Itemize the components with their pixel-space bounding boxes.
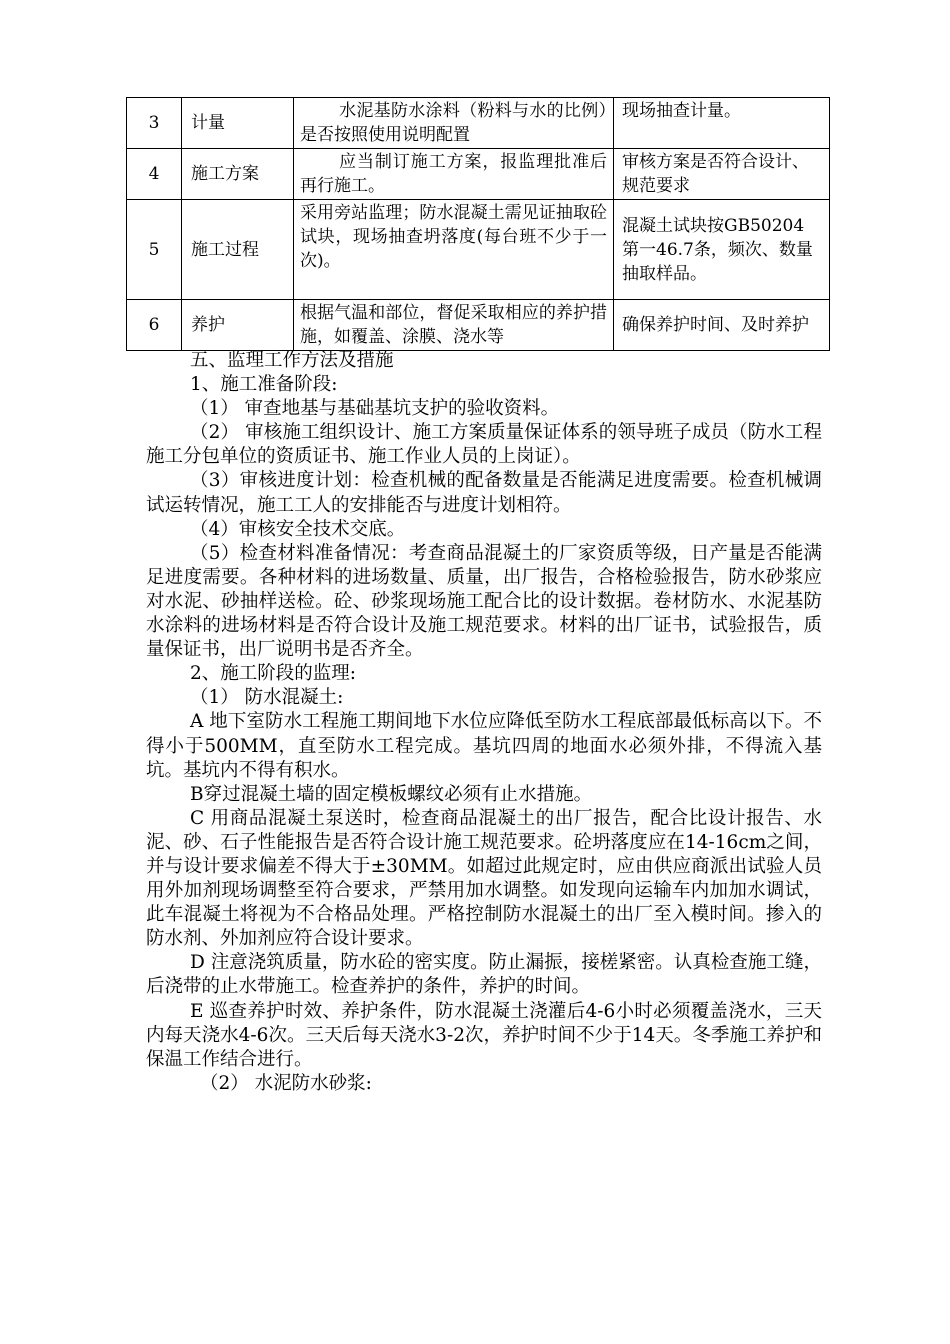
row-inspection: 审核方案是否符合设计、规范要求 [614,149,830,200]
stage1-heading: 1、施工准备阶段: [190,374,338,396]
paragraph: D 注意浇筑质量，防水砼的密实度。防止漏振，接槎紧密。认真检查施工缝，后浇带的止水带施工。检查养护的条件，养护的时间。 [146,952,822,998]
row-number: 4 [127,149,182,200]
row-number: 3 [127,98,182,149]
row-inspection: 确保养护时间、及时养护 [614,300,830,351]
paragraph: （5）检查材料准备情况：考查商品混凝土的厂家资质等级，日产量是否能满足进度需要。各种材料的进场数量、质量，出厂报告，合格检验报告，防水砂浆应对水泥、砂抽样送检。砼、砂浆现场施工配合比的设计数据。卷材防水、水泥基防水涂料的进场材料是否符合设计及施工规范要求。材料的出厂证书，试验报告，质量保证书，出厂说明书是否齐全。 [146,542,822,661]
row-item: 施工过程 [182,200,294,300]
table-row [127,149,830,200]
row-item: 养护 [182,300,294,351]
paragraph: E 巡查养护时效、养护条件，防水混凝土浇灌后4-6小时必须覆盖浇水，三天内每天浇水4-6次。三天后每天浇水3-2次，养护时间不少于14天。冬季施工养护和保温工作结合进行。 [146,1000,822,1070]
document-body [146,349,822,1096]
row-item: 施工方案 [182,149,294,200]
table-row [127,300,830,351]
paragraph: （3）审核进度计划：检查机械的配备数量是否能满足进度需要。检查机械调试运转情况，施工工人的安排能否与进度计划相符。 [146,470,822,516]
row-number: 5 [127,200,182,300]
row-inspection: 混凝土试块按GB50204第一46.7条，频次、数量抽取样品。 [614,200,830,300]
paragraph: （4）审核安全技术交底。 [190,518,406,540]
subsection-heading: （1） 防水混凝土: [190,687,344,709]
subsection-heading: （2） 水泥防水砂浆: [200,1072,372,1094]
paragraph: B穿过混凝土墙的固定模板螺纹必须有止水措施。 [190,783,593,805]
row-item: 计量 [182,98,294,149]
row-requirement: 水泥基防水涂料（粉料与水的比例）是否按照使用说明配置 [294,98,614,149]
supervision-table [126,97,830,351]
paragraph: （1） 审查地基与基础基坑支护的验收资料。 [190,398,560,420]
row-requirement: 应当制订施工方案，报监理批准后再行施工。 [294,149,614,200]
paragraph: C 用商品混凝土泵送时，检查商品混凝土的出厂报告，配合比设计报告、水泥、砂、石子性能报告是否符合设计施工规范要求。砼坍落度应在14-16cm之间，并与设计要求偏差不得大于±30MM。如超过此规定时，应由供应商派出试验人员用外加剂现场调整至符合要求，严禁用加水调整。如发现向运输车内加加水调试，此车混凝土将视为不合格品处理。严格控制防水混凝土的出厂至入模时间。掺入的防水剂、外加剂应符合设计要求。 [146,807,822,950]
section-heading: 五、监理工作方法及措施 [190,350,394,371]
paragraph: A 地下室防水工程施工期间地下水位应降低至防水工程底部最低标高以下。不得小于500MM，直至防水工程完成。基坑四周的地面水必须外排，不得流入基坑。基坑内不得有积水。 [146,711,822,781]
row-requirement: 根据气温和部位，督促采取相应的养护措施，如覆盖、涂膜、浇水等 [294,300,614,351]
paragraph: （2） 审核施工组织设计、施工方案质量保证体系的领导班子成员（防水工程施工分包单位的资质证书、施工作业人员的上岗证）。 [146,422,822,468]
stage2-heading: 2、施工阶段的监理: [190,663,357,685]
row-number: 6 [127,300,182,351]
row-requirement: 采用旁站监理；防水混凝土需见证抽取砼试块，现场抽查坍落度(每台班不少于一次)。 [294,200,614,300]
table-row [127,98,830,149]
row-inspection: 现场抽查计量。 [614,98,830,149]
table-row [127,200,830,300]
